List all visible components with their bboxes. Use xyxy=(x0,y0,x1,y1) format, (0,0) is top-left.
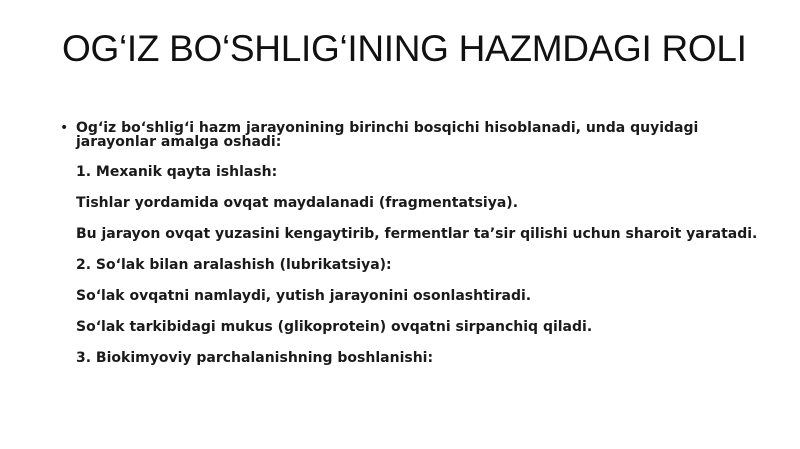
bullet-dot-icon: • xyxy=(60,120,69,136)
paragraph-surface: Bu jarayon ovqat yuzasini kengaytirib, fermentlar ta’sir qilishi uchun sharoit yaratadi. xyxy=(76,226,758,242)
bullet-item xyxy=(60,121,760,149)
paragraph-saliva-moisten: So‘lak ovqatni namlaydi, yutish jarayonini osonlashtiradi. xyxy=(76,288,532,304)
paragraph-biochemical-heading: 3. Biokimyoviy parchalanishning boshlanishi: xyxy=(76,350,434,366)
bullet-text: Og‘iz bo‘shlig‘i hazm jarayonining birinchi bosqichi hisoblanadi, unda quyidagi jarayonlar amalga oshadi: xyxy=(76,120,699,150)
paragraph-mechanical-heading: 1. Mexanik qayta ishlash: xyxy=(76,164,278,180)
paragraph-mucus: So‘lak tarkibidagi mukus (glikoprotein) ovqatni sirpanchiq qiladi. xyxy=(76,319,593,335)
slide-body xyxy=(60,121,760,365)
slide-title: OG‘IZ BO‘SHLIG‘INING HAZMDAGI ROLI xyxy=(62,28,747,69)
paragraph-teeth: Tishlar yordamida ovqat maydalanadi (fragmentatsiya). xyxy=(76,195,519,211)
paragraph-saliva-heading: 2. So‘lak bilan aralashish (lubrikatsiya): xyxy=(76,257,392,273)
